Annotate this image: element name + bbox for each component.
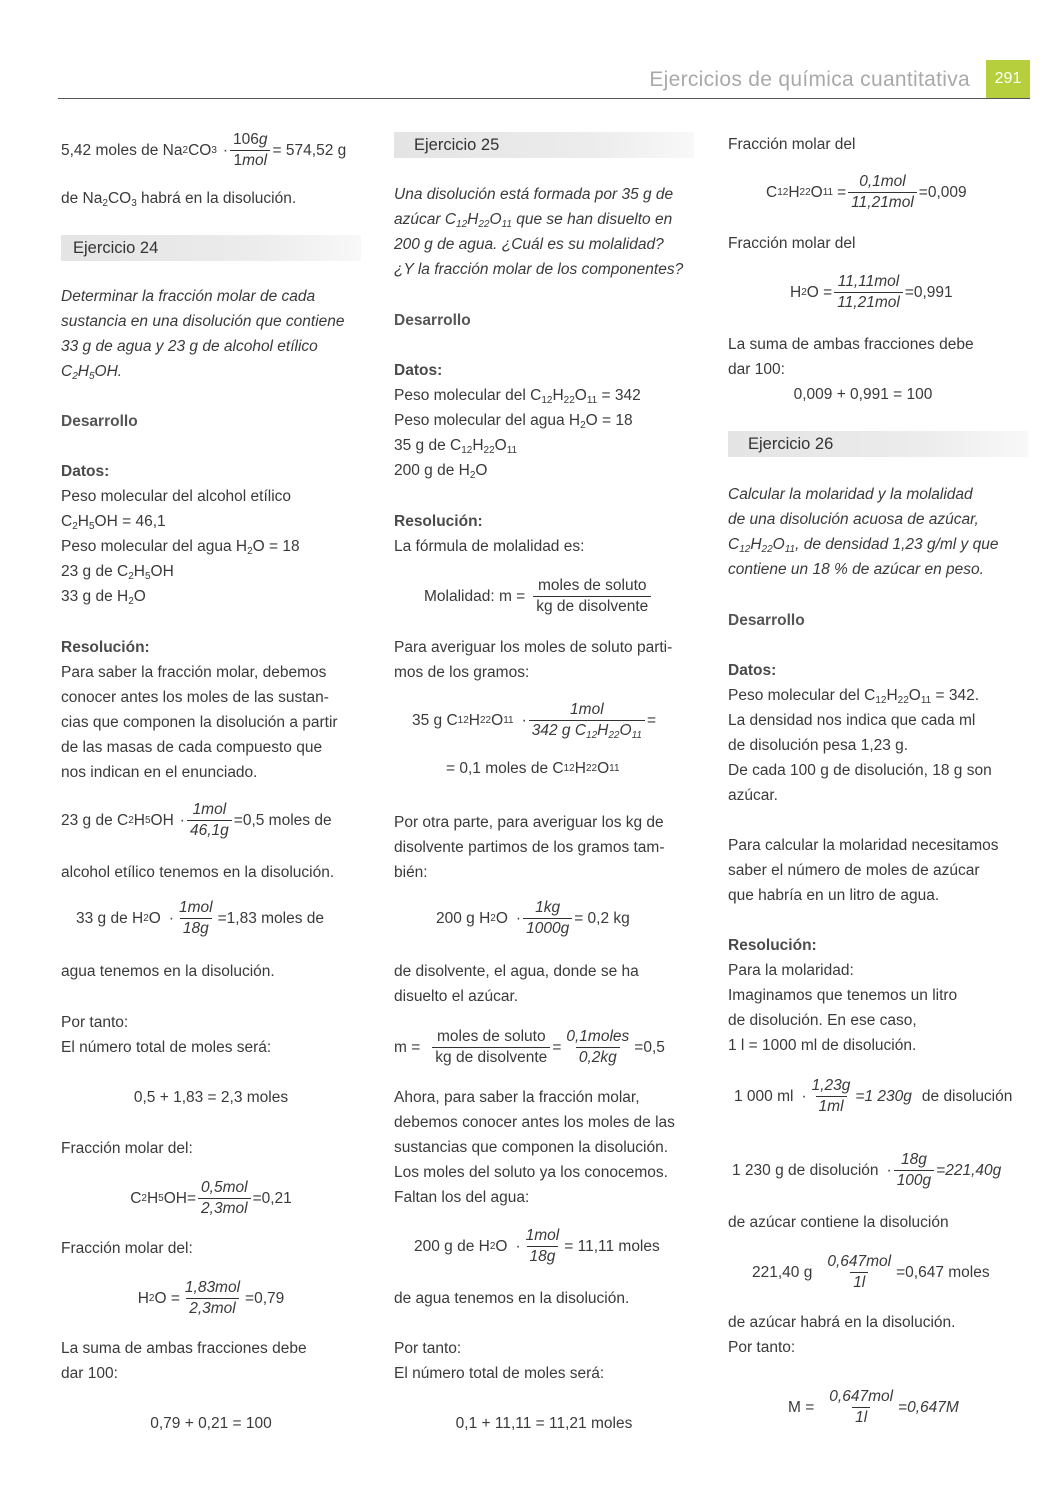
water-caption: de agua tenemos en la disolución. xyxy=(394,1290,630,1307)
unit: mol xyxy=(242,152,268,169)
eq-result: =0,647 moles xyxy=(896,1263,990,1281)
text-line: Para la molaridad: xyxy=(728,962,854,979)
text-line: que habría en un litro de agua. xyxy=(728,887,940,904)
datos-line: 23 g de $C_2H_5OH$ xyxy=(61,563,174,582)
datos-line: Peso molecular del alcohol etílico xyxy=(61,488,292,505)
text: de Na xyxy=(61,190,103,207)
por-tanto: Por tanto: xyxy=(728,1339,796,1356)
equation-fraction-water: H 2 O = $\frac{\text{1,83mol}}{\text{2,3mol}}$ =0,79 xyxy=(137,1279,285,1317)
grams-caption: de azúcar contiene la disolución xyxy=(728,1214,949,1231)
equation-sugar-moles: 35 g C 12 H 22 O 11 · $\frac{\text{1mol}}{342 g C_{12}H_{22}O_{11}}$ = xyxy=(412,701,657,741)
fraction: $\frac{\text{0,647mol}}{1l}$ xyxy=(827,1253,892,1291)
moles-intro xyxy=(394,635,694,685)
text-line: dar 100: xyxy=(61,1365,118,1382)
statement-line: $C_{12}H_{22}O_{11}$, de densidad 1,23 g/ml y que xyxy=(728,536,999,555)
text-line: La suma de ambas fracciones debe xyxy=(61,1340,307,1357)
text-line: Para saber la fracción molar, debemos xyxy=(61,664,327,681)
fraction-title: Fracción molar del xyxy=(728,235,856,252)
fraction: $\frac{\text{1mol}}{46,1g}$ xyxy=(187,800,232,841)
total-equation: 0,1 + 11,11 = 11,21 moles xyxy=(455,1415,633,1432)
fraction: $\frac{1kg}{1000g}$ xyxy=(523,898,572,939)
text-line: disolvente partimos de los gramos tam- xyxy=(394,839,665,856)
numerator: 106 xyxy=(233,131,259,148)
eq-result: = 11,11 moles xyxy=(564,1237,660,1255)
equation-m: m = $\frac{\text{moles de soluto}}{\text{kg de disolvente}}$ = $\frac{\text{0,1moles}}{0,2kg}$ =0,5 xyxy=(394,1028,665,1066)
text-line: 1 l = 1000 ml de disolución. xyxy=(728,1037,917,1054)
subscript: 3 xyxy=(131,198,137,209)
equation-na2co3: 5,42 moles de Na 2 CO 3 · $\frac{106g}{\text{1mol}}$ = 574,52 g xyxy=(61,131,347,169)
equation-moles: 221,40 g $\frac{\text{0,647mol}}{1l}$ =0,647 moles xyxy=(752,1253,990,1291)
exercise-26-statement xyxy=(728,482,1028,582)
fraction xyxy=(230,130,271,171)
text-line: Los moles del soluto ya los conocemos. xyxy=(394,1164,668,1181)
eq-text: de disolución xyxy=(921,1087,1013,1105)
fraction: $\frac{1,23g}{1ml}$ xyxy=(811,1077,851,1115)
column-left xyxy=(61,0,361,1488)
datos-line: 200 g de $H_2O$ xyxy=(394,462,488,481)
statement-line: 200 g de agua. ¿Cuál es su molalidad? xyxy=(394,236,664,253)
text: habrá en la disolución. xyxy=(136,190,297,207)
text-line: debemos conocer antes los moles de las xyxy=(394,1114,675,1131)
text-line: sustancias que componen la disolución. xyxy=(394,1139,669,1156)
eq-result: = 574,52 g xyxy=(272,141,347,159)
statement-line: sustancia en una disolución que contiene xyxy=(61,313,345,330)
fraction: $\frac{\text{0,1mol}}{\text{11,21mol}}$ xyxy=(848,172,917,213)
text-line: saber el número de moles de azúcar xyxy=(728,862,980,879)
exercise-24-statement xyxy=(61,284,361,384)
desarrollo-heading: Desarrollo xyxy=(61,413,138,430)
fraction: $\frac{\text{1mol}}{18g}$ xyxy=(179,899,213,937)
dot-operator: · xyxy=(222,141,229,159)
exercise-24-heading: Ejercicio 24 xyxy=(61,235,361,261)
desarrollo-heading: Desarrollo xyxy=(394,312,471,329)
statement-line: de una disolución acuosa de azúcar, xyxy=(728,511,979,528)
fraction: $\frac{\text{moles de soluto}}{\text{kg de disolvente}}$ xyxy=(533,576,651,617)
datos-line: 35 g de $C_{12}H_{22}O_{11}$ xyxy=(394,437,518,456)
eq-result: =0,009 xyxy=(918,183,967,201)
fraction-title: Fracción molar del xyxy=(728,136,856,153)
equation-grams: 1 230 g de disolución · $\frac{18g}{100g}$ =221,40g xyxy=(732,1151,1002,1189)
eq-result: =0,991 xyxy=(904,283,953,301)
datos-line: de disolución pesa 1,23 g. xyxy=(728,737,909,754)
text-line: Por otra parte, para averiguar los kg de xyxy=(394,814,664,831)
equation-molarity: M = $\frac{\text{0,647mol}}{1l}$ =0,647M xyxy=(788,1388,959,1426)
datos-heading: Datos: xyxy=(61,463,110,480)
eq-result: =1,83 moles de xyxy=(217,909,325,927)
unit: g xyxy=(258,131,268,148)
na2co3-caption xyxy=(61,186,361,211)
eq-text: CO xyxy=(188,141,212,159)
eq-text: 5,42 moles de Na xyxy=(61,141,183,159)
datos-list xyxy=(394,383,694,483)
exercise-26-heading: Ejercicio 26 xyxy=(728,431,1028,457)
resolucion-heading: Resolución: xyxy=(61,639,150,656)
total-equation: 0,5 + 1,83 = 2,3 moles xyxy=(133,1089,289,1106)
eq-result: =0,21 xyxy=(252,1189,292,1207)
ethanol-caption: alcohol etílico tenemos en la disolución. xyxy=(61,864,335,881)
text-line: bién: xyxy=(394,864,428,881)
sum-equation: 0,79 + 0,21 = 100 xyxy=(150,1415,272,1432)
eq-result: =1 230g xyxy=(855,1087,912,1105)
fraction: $\frac{\text{11,11mol}}{\text{11,21mol}}$ xyxy=(834,272,903,313)
eq-result: =0,647M xyxy=(898,1398,959,1416)
text-line: conocer antes los moles de las sustan- xyxy=(61,689,329,706)
fraction: $\frac{\text{moles de soluto}}{\text{kg de disolvente}}$ xyxy=(432,1027,550,1068)
water-caption: agua tenemos en la disolución. xyxy=(61,963,275,980)
column-right xyxy=(728,0,1028,1488)
denominator: 1 xyxy=(233,152,243,169)
sum-text xyxy=(728,332,1028,382)
text-line: dar 100: xyxy=(728,361,785,378)
text-line: Ahora, para saber la fracción molar, xyxy=(394,1089,640,1106)
exercise-25-heading: Ejercicio 25 xyxy=(394,132,694,158)
statement-line: 33 g de agua y 23 g de alcohol etílico xyxy=(61,338,318,355)
equation-sugar-result: = 0,1 moles de C 12 H 22 O 11 xyxy=(446,760,620,777)
por-tanto: Por tanto: xyxy=(394,1340,462,1357)
text-line: mos de los gramos: xyxy=(394,664,530,681)
text: CO xyxy=(107,190,132,207)
equation-molalidad: Molalidad: m = $\frac{\text{moles de soluto}}{\text{kg de disolvente}}$ xyxy=(394,576,694,617)
fraction: $\frac{18g}{100g}$ xyxy=(894,1150,934,1191)
formula-intro: La fórmula de molalidad es: xyxy=(394,538,585,555)
statement-line: ¿Y la fracción molar de los componentes? xyxy=(394,261,684,278)
fraction: $\frac{\text{1,83mol}}{\text{2,3mol}}$ xyxy=(184,1279,241,1317)
sum-equation: 0,009 + 0,991 = 100 xyxy=(793,386,933,403)
statement-line: Determinar la fracción molar de cada xyxy=(61,288,316,305)
eq-result: =221,40g xyxy=(936,1161,1002,1179)
fraction: $\frac{\text{1mol}}{18g}$ xyxy=(525,1227,560,1265)
fraccion-text xyxy=(394,1085,694,1210)
resolucion-heading: Resolución: xyxy=(728,937,817,954)
datos-line: Peso molecular del agua $H_2O = 18$ xyxy=(394,412,633,431)
equation-ml: 1 000 ml · $\frac{1,23g}{1ml}$ =1 230g de disolución xyxy=(734,1077,1013,1115)
datos-line: Peso molecular del agua $H_2O = 18$ xyxy=(61,538,300,557)
equation-ethanol-moles: 23 g de C 2 H 5 OH · $\frac{\text{1mol}}{46,1g}$ =0,5 moles de xyxy=(61,801,332,839)
datos-line: De cada 100 g de disolución, 18 g son xyxy=(728,762,992,779)
text-line: Para calcular la molaridad necesitamos xyxy=(728,837,999,854)
kg-intro xyxy=(394,810,694,885)
text-line: Para averiguar los moles de soluto parti- xyxy=(394,639,673,656)
datos-list xyxy=(728,683,1028,808)
statement-line: azúcar $C_{12}H_{22}O_{11}$ que se han disuelto en xyxy=(394,211,673,230)
fraction: $\frac{\text{0,1moles}}{0,2kg}$ xyxy=(566,1028,630,1066)
datos-line: Peso molecular del $C_{12}H_{22}O_{11} = 342$. xyxy=(728,687,980,706)
datos-line: azúcar. xyxy=(728,787,778,804)
fraction-title: Fracción molar del: xyxy=(61,1240,193,1257)
total-title: El número total de moles será: xyxy=(394,1365,605,1382)
resolucion-heading: Resolución: xyxy=(394,513,483,530)
datos-line: La densidad nos indica que cada ml xyxy=(728,712,976,729)
datos-line: $C_2H_5OH = 46,1$ xyxy=(61,513,166,532)
resolucion-text xyxy=(728,958,1028,1058)
calc-text xyxy=(728,833,1028,908)
text-line: nos indican en el enunciado. xyxy=(61,764,258,781)
fraction: $\frac{\text{0,647mol}}{1l}$ xyxy=(829,1388,894,1426)
equation-water-moles: 200 g de H 2 O · $\frac{\text{1mol}}{18g}$ = 11,11 moles xyxy=(414,1227,660,1265)
running-title: Ejercicios de química cuantitativa xyxy=(649,68,970,91)
fraction: $\frac{\text{0,5mol}}{\text{2,3mol}}$ xyxy=(198,1178,251,1219)
fraction: $\frac{\text{1mol}}{342 g C_{12}H_{22}O_{11}}$ xyxy=(529,700,645,741)
total-title: El número total de moles será: xyxy=(61,1039,272,1056)
equation-fraction-water: H 2 O = $\frac{\text{11,11mol}}{\text{11,21mol}}$ =0,991 xyxy=(790,273,953,311)
sum-text xyxy=(61,1336,361,1386)
por-tanto: Por tanto: xyxy=(61,1014,129,1031)
statement-line: Calcular la molaridad y la molalidad xyxy=(728,486,973,503)
moles-caption: de azúcar habrá en la disolución. xyxy=(728,1314,956,1331)
datos-list xyxy=(61,484,361,609)
datos-heading: Datos: xyxy=(394,362,443,379)
resolucion-text xyxy=(61,660,361,785)
subscript: 2 xyxy=(102,198,108,209)
eq-result: = 0,2 kg xyxy=(574,909,630,927)
desarrollo-heading: Desarrollo xyxy=(728,612,805,629)
text-line: de disolución. En ese caso, xyxy=(728,1012,917,1029)
datos-line: Peso molecular del $C_{12}H_{22}O_{11} = 342$ xyxy=(394,387,641,406)
equation-fraction-sucrose: C 12 H 22 O 11 = $\frac{\text{0,1mol}}{\text{11,21mol}}$ =0,009 xyxy=(766,173,967,211)
equation-kg: 200 g H 2 O · $\frac{1kg}{1000g}$ = 0,2 kg xyxy=(436,899,630,937)
text-line: Imaginamos que tenemos un litro xyxy=(728,987,958,1004)
page-number-badge: 291 xyxy=(986,60,1030,98)
eq-result: =0,79 xyxy=(245,1289,285,1307)
eq-result: = xyxy=(646,711,657,729)
equation-fraction-ethanol: C 2 H 5 OH = $\frac{\text{0,5mol}}{\text{2,3mol}}$ =0,21 xyxy=(130,1179,292,1217)
kg-caption xyxy=(394,959,694,1009)
text-line: de disolvente, el agua, donde se ha xyxy=(394,963,639,980)
text-line: La suma de ambas fracciones debe xyxy=(728,336,974,353)
statement-line: contiene un 18 % de azúcar en peso. xyxy=(728,561,984,578)
eq-result: =0,5 xyxy=(634,1038,665,1056)
column-middle xyxy=(394,0,694,1488)
datos-heading: Datos: xyxy=(728,662,777,679)
text-line: disuelto el azúcar. xyxy=(394,988,519,1005)
eq-result: =0,5 moles de xyxy=(233,811,332,829)
text-line: Faltan los del agua: xyxy=(394,1189,530,1206)
statement-line: Una disolución está formada por 35 g de xyxy=(394,186,674,203)
fraction-title: Fracción molar del: xyxy=(61,1140,193,1157)
equation-water-moles: 33 g de H 2 O · $\frac{\text{1mol}}{18g}$ =1,83 moles de xyxy=(76,899,325,937)
statement-line: $C_2H_5OH$. xyxy=(61,363,123,382)
text-line: cias que componen la disolución a partir xyxy=(61,714,338,731)
datos-line: 33 g de $H_2O$ xyxy=(61,588,146,607)
text-line: de las masas de cada compuesto que xyxy=(61,739,323,756)
exercise-25-statement xyxy=(394,182,694,282)
